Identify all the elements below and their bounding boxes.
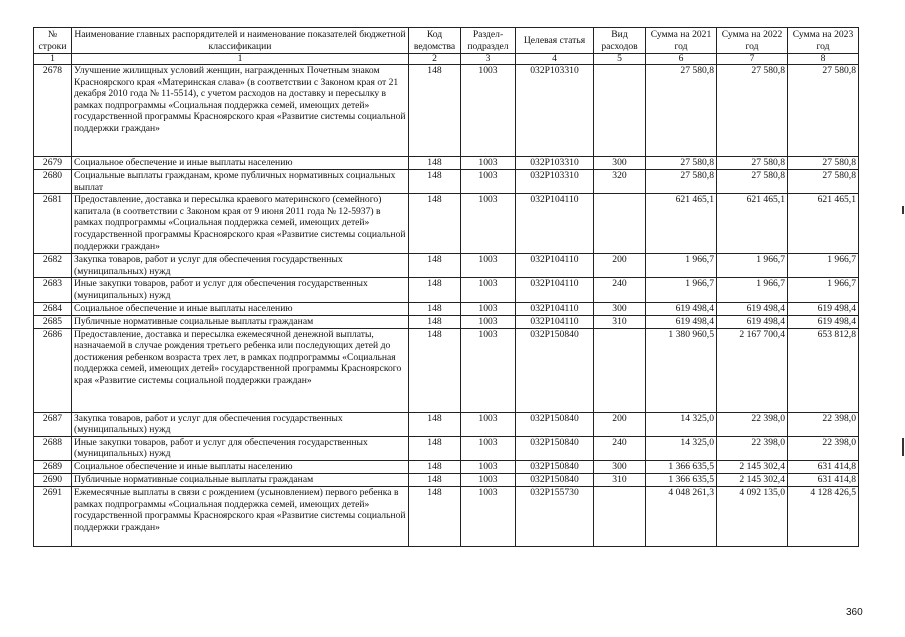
column-number: 4 xyxy=(516,54,594,65)
row-dept: 148 xyxy=(409,412,461,436)
row-dept: 148 xyxy=(409,460,461,473)
row-sum-2023: 619 498,4 xyxy=(788,302,859,315)
row-target: 032P104110 xyxy=(516,278,594,302)
row-name: Закупка товаров, работ и услуг для обеспечения государственных (муниципальных) нужд xyxy=(72,412,409,436)
row-number: 2689 xyxy=(34,460,72,473)
scan-edge-mark xyxy=(902,438,904,456)
row-number: 2684 xyxy=(34,302,72,315)
column-number-row xyxy=(34,54,859,65)
row-section: 1003 xyxy=(461,315,516,328)
row-sum-2021: 619 498,4 xyxy=(646,315,717,328)
row-sum-2022: 619 498,4 xyxy=(717,315,788,328)
row-target: 032P150840 xyxy=(516,436,594,460)
table-row xyxy=(34,170,859,194)
row-expense-type: 310 xyxy=(594,315,646,328)
row-sum-2023: 27 580,8 xyxy=(788,65,859,157)
row-sum-2023: 653 812,8 xyxy=(788,328,859,412)
row-sum-2021: 14 325,0 xyxy=(646,412,717,436)
row-dept: 148 xyxy=(409,315,461,328)
row-expense-type: 320 xyxy=(594,170,646,194)
header-sum-2022: Сумма на 2022 год xyxy=(717,28,788,54)
row-number: 2679 xyxy=(34,157,72,170)
row-sum-2021: 27 580,8 xyxy=(646,170,717,194)
row-sum-2022: 2 167 700,4 xyxy=(717,328,788,412)
row-expense-type: 310 xyxy=(594,473,646,486)
row-name: Социальное обеспечение и иные выплаты населению xyxy=(72,157,409,170)
row-target: 032P104110 xyxy=(516,302,594,315)
row-name: Иные закупки товаров, работ и услуг для обеспечения государственных (муниципальных) нужд xyxy=(72,278,409,302)
row-sum-2022: 1 966,7 xyxy=(717,278,788,302)
row-name: Социальные выплаты гражданам, кроме публичных нормативных социальных выплат xyxy=(72,170,409,194)
row-expense-type: 300 xyxy=(594,460,646,473)
column-number: 6 xyxy=(646,54,717,65)
row-target: 032P150840 xyxy=(516,328,594,412)
row-number: 2681 xyxy=(34,194,72,254)
row-expense-type xyxy=(594,194,646,254)
row-sum-2021: 27 580,8 xyxy=(646,65,717,157)
row-expense-type: 300 xyxy=(594,302,646,315)
row-number: 2686 xyxy=(34,328,72,412)
table-row xyxy=(34,315,859,328)
row-number: 2678 xyxy=(34,65,72,157)
row-sum-2022: 22 398,0 xyxy=(717,412,788,436)
row-sum-2023: 1 966,7 xyxy=(788,278,859,302)
row-name: Социальное обеспечение и иные выплаты населению xyxy=(72,302,409,315)
scan-edge-mark xyxy=(902,206,904,214)
row-section: 1003 xyxy=(461,194,516,254)
row-section: 1003 xyxy=(461,254,516,278)
row-section: 1003 xyxy=(461,412,516,436)
page-number: 360 xyxy=(846,607,863,618)
row-sum-2023: 4 128 426,5 xyxy=(788,486,859,546)
row-expense-type: 300 xyxy=(594,157,646,170)
row-target: 032P150840 xyxy=(516,460,594,473)
row-name: Ежемесячные выплаты в связи с рождением (усыновлением) первого ребенка в рамках подпрограммы «Социальная поддержка семей, имеющих детей» государственной программы Красноярского края «Развитие системы социальной поддержки граждан» xyxy=(72,486,409,546)
table-row xyxy=(34,254,859,278)
row-dept: 148 xyxy=(409,170,461,194)
row-dept: 148 xyxy=(409,65,461,157)
row-section: 1003 xyxy=(461,65,516,157)
row-sum-2022: 27 580,8 xyxy=(717,65,788,157)
table-row xyxy=(34,65,859,157)
row-target: 032P150840 xyxy=(516,473,594,486)
header-name: Наименование главных распорядителей и наименование показателей бюджетной классификации xyxy=(72,28,409,54)
row-sum-2022: 22 398,0 xyxy=(717,436,788,460)
row-number: 2682 xyxy=(34,254,72,278)
row-sum-2023: 1 966,7 xyxy=(788,254,859,278)
row-sum-2021: 1 966,7 xyxy=(646,278,717,302)
row-sum-2021: 1 366 635,5 xyxy=(646,473,717,486)
column-number: 3 xyxy=(461,54,516,65)
row-target: 032P103310 xyxy=(516,65,594,157)
row-section: 1003 xyxy=(461,460,516,473)
row-dept: 148 xyxy=(409,254,461,278)
row-target: 032P103310 xyxy=(516,157,594,170)
column-number: 5 xyxy=(594,54,646,65)
row-dept: 148 xyxy=(409,278,461,302)
table-row xyxy=(34,302,859,315)
header-row-no: № строки xyxy=(34,28,72,54)
row-section: 1003 xyxy=(461,486,516,546)
row-sum-2023: 27 580,8 xyxy=(788,157,859,170)
row-number: 2683 xyxy=(34,278,72,302)
row-sum-2022: 2 145 302,4 xyxy=(717,460,788,473)
row-dept: 148 xyxy=(409,486,461,546)
row-number: 2680 xyxy=(34,170,72,194)
header-sum-2023: Сумма на 2023 год xyxy=(788,28,859,54)
table-row xyxy=(34,328,859,412)
row-dept: 148 xyxy=(409,194,461,254)
row-sum-2023: 631 414,8 xyxy=(788,473,859,486)
column-number: 1 xyxy=(34,54,72,65)
table-row xyxy=(34,436,859,460)
column-number: 8 xyxy=(788,54,859,65)
row-name: Закупка товаров, работ и услуг для обеспечения государственных (муниципальных) нужд xyxy=(72,254,409,278)
column-number: 2 xyxy=(409,54,461,65)
column-number: 7 xyxy=(717,54,788,65)
row-section: 1003 xyxy=(461,170,516,194)
row-expense-type: 200 xyxy=(594,254,646,278)
row-target: 032P155730 xyxy=(516,486,594,546)
row-name: Улучшение жилищных условий женщин, награжденных Почетным знаком Красноярского края «Материнская слава» (в соответствии с Законом края от 21 декабря 2010 года № 11-5514), с учетом расходов на доставку и пересылку в рамках подпрограммы «Социальная поддержка семей, имеющих детей» государственной программы Красноярского края «Развитие системы социальной поддержки граждан» xyxy=(72,65,409,157)
row-expense-type xyxy=(594,486,646,546)
row-sum-2023: 22 398,0 xyxy=(788,436,859,460)
row-target: 032P103310 xyxy=(516,170,594,194)
row-target: 032P150840 xyxy=(516,412,594,436)
row-dept: 148 xyxy=(409,328,461,412)
row-section: 1003 xyxy=(461,328,516,412)
table-row xyxy=(34,157,859,170)
budget-table-sheet xyxy=(33,27,858,547)
row-number: 2691 xyxy=(34,486,72,546)
row-sum-2021: 1 380 960,5 xyxy=(646,328,717,412)
row-sum-2021: 1 366 635,5 xyxy=(646,460,717,473)
row-dept: 148 xyxy=(409,473,461,486)
row-expense-type xyxy=(594,328,646,412)
row-sum-2023: 27 580,8 xyxy=(788,170,859,194)
row-number: 2690 xyxy=(34,473,72,486)
row-sum-2023: 621 465,1 xyxy=(788,194,859,254)
row-sum-2022: 619 498,4 xyxy=(717,302,788,315)
row-target: 032P104110 xyxy=(516,194,594,254)
row-sum-2021: 27 580,8 xyxy=(646,157,717,170)
row-sum-2022: 4 092 135,0 xyxy=(717,486,788,546)
budget-table xyxy=(33,27,859,547)
row-sum-2022: 27 580,8 xyxy=(717,170,788,194)
row-sum-2021: 4 048 261,3 xyxy=(646,486,717,546)
table-row xyxy=(34,460,859,473)
column-number: 1 xyxy=(72,54,409,65)
row-sum-2022: 27 580,8 xyxy=(717,157,788,170)
row-section: 1003 xyxy=(461,473,516,486)
row-expense-type xyxy=(594,65,646,157)
row-number: 2687 xyxy=(34,412,72,436)
row-expense-type: 200 xyxy=(594,412,646,436)
header-expense-type: Вид расходов xyxy=(594,28,646,54)
row-number: 2685 xyxy=(34,315,72,328)
row-sum-2022: 2 145 302,4 xyxy=(717,473,788,486)
row-dept: 148 xyxy=(409,157,461,170)
row-name: Иные закупки товаров, работ и услуг для обеспечения государственных (муниципальных) нужд xyxy=(72,436,409,460)
row-section: 1003 xyxy=(461,302,516,315)
row-sum-2021: 14 325,0 xyxy=(646,436,717,460)
row-name: Публичные нормативные социальные выплаты гражданам xyxy=(72,315,409,328)
row-name: Публичные нормативные социальные выплаты гражданам xyxy=(72,473,409,486)
row-sum-2023: 22 398,0 xyxy=(788,412,859,436)
header-dept: Код ведомства xyxy=(409,28,461,54)
row-section: 1003 xyxy=(461,436,516,460)
table-row xyxy=(34,278,859,302)
row-dept: 148 xyxy=(409,436,461,460)
row-sum-2023: 619 498,4 xyxy=(788,315,859,328)
row-target: 032P104110 xyxy=(516,254,594,278)
row-sum-2021: 619 498,4 xyxy=(646,302,717,315)
table-row xyxy=(34,486,859,546)
table-row xyxy=(34,473,859,486)
header-target: Целевая статья xyxy=(516,28,594,54)
row-expense-type: 240 xyxy=(594,278,646,302)
row-section: 1003 xyxy=(461,157,516,170)
row-dept: 148 xyxy=(409,302,461,315)
row-number: 2688 xyxy=(34,436,72,460)
row-sum-2021: 621 465,1 xyxy=(646,194,717,254)
row-sum-2022: 1 966,7 xyxy=(717,254,788,278)
row-name: Предоставление, доставка и пересылка краевого материнского (семейного) капитала (в соответствии с Законом края от 9 июня 2011 года № 12-5937) в рамках подпрограммы «Социальная поддержка семей, имеющих детей» государственной программы Красноярского края «Развитие системы социальной поддержки граждан» xyxy=(72,194,409,254)
row-sum-2022: 621 465,1 xyxy=(717,194,788,254)
header-sum-2021: Сумма на 2021 год xyxy=(646,28,717,54)
row-name: Социальное обеспечение и иные выплаты населению xyxy=(72,460,409,473)
row-expense-type: 240 xyxy=(594,436,646,460)
row-sum-2023: 631 414,8 xyxy=(788,460,859,473)
row-sum-2021: 1 966,7 xyxy=(646,254,717,278)
row-target: 032P104110 xyxy=(516,315,594,328)
table-row xyxy=(34,194,859,254)
row-name: Предоставление, доставка и пересылка ежемесячной денежной выплаты, назначаемой в случае рождения третьего ребенка или последующих детей до достижения ребенком возраста трех лет, в рамках подпрограммы «Социальная поддержка семей, имеющих детей» государственной программы Красноярского края «Развитие системы социальной поддержки граждан» xyxy=(72,328,409,412)
header-section: Раздел-подраздел xyxy=(461,28,516,54)
table-row xyxy=(34,412,859,436)
row-section: 1003 xyxy=(461,278,516,302)
